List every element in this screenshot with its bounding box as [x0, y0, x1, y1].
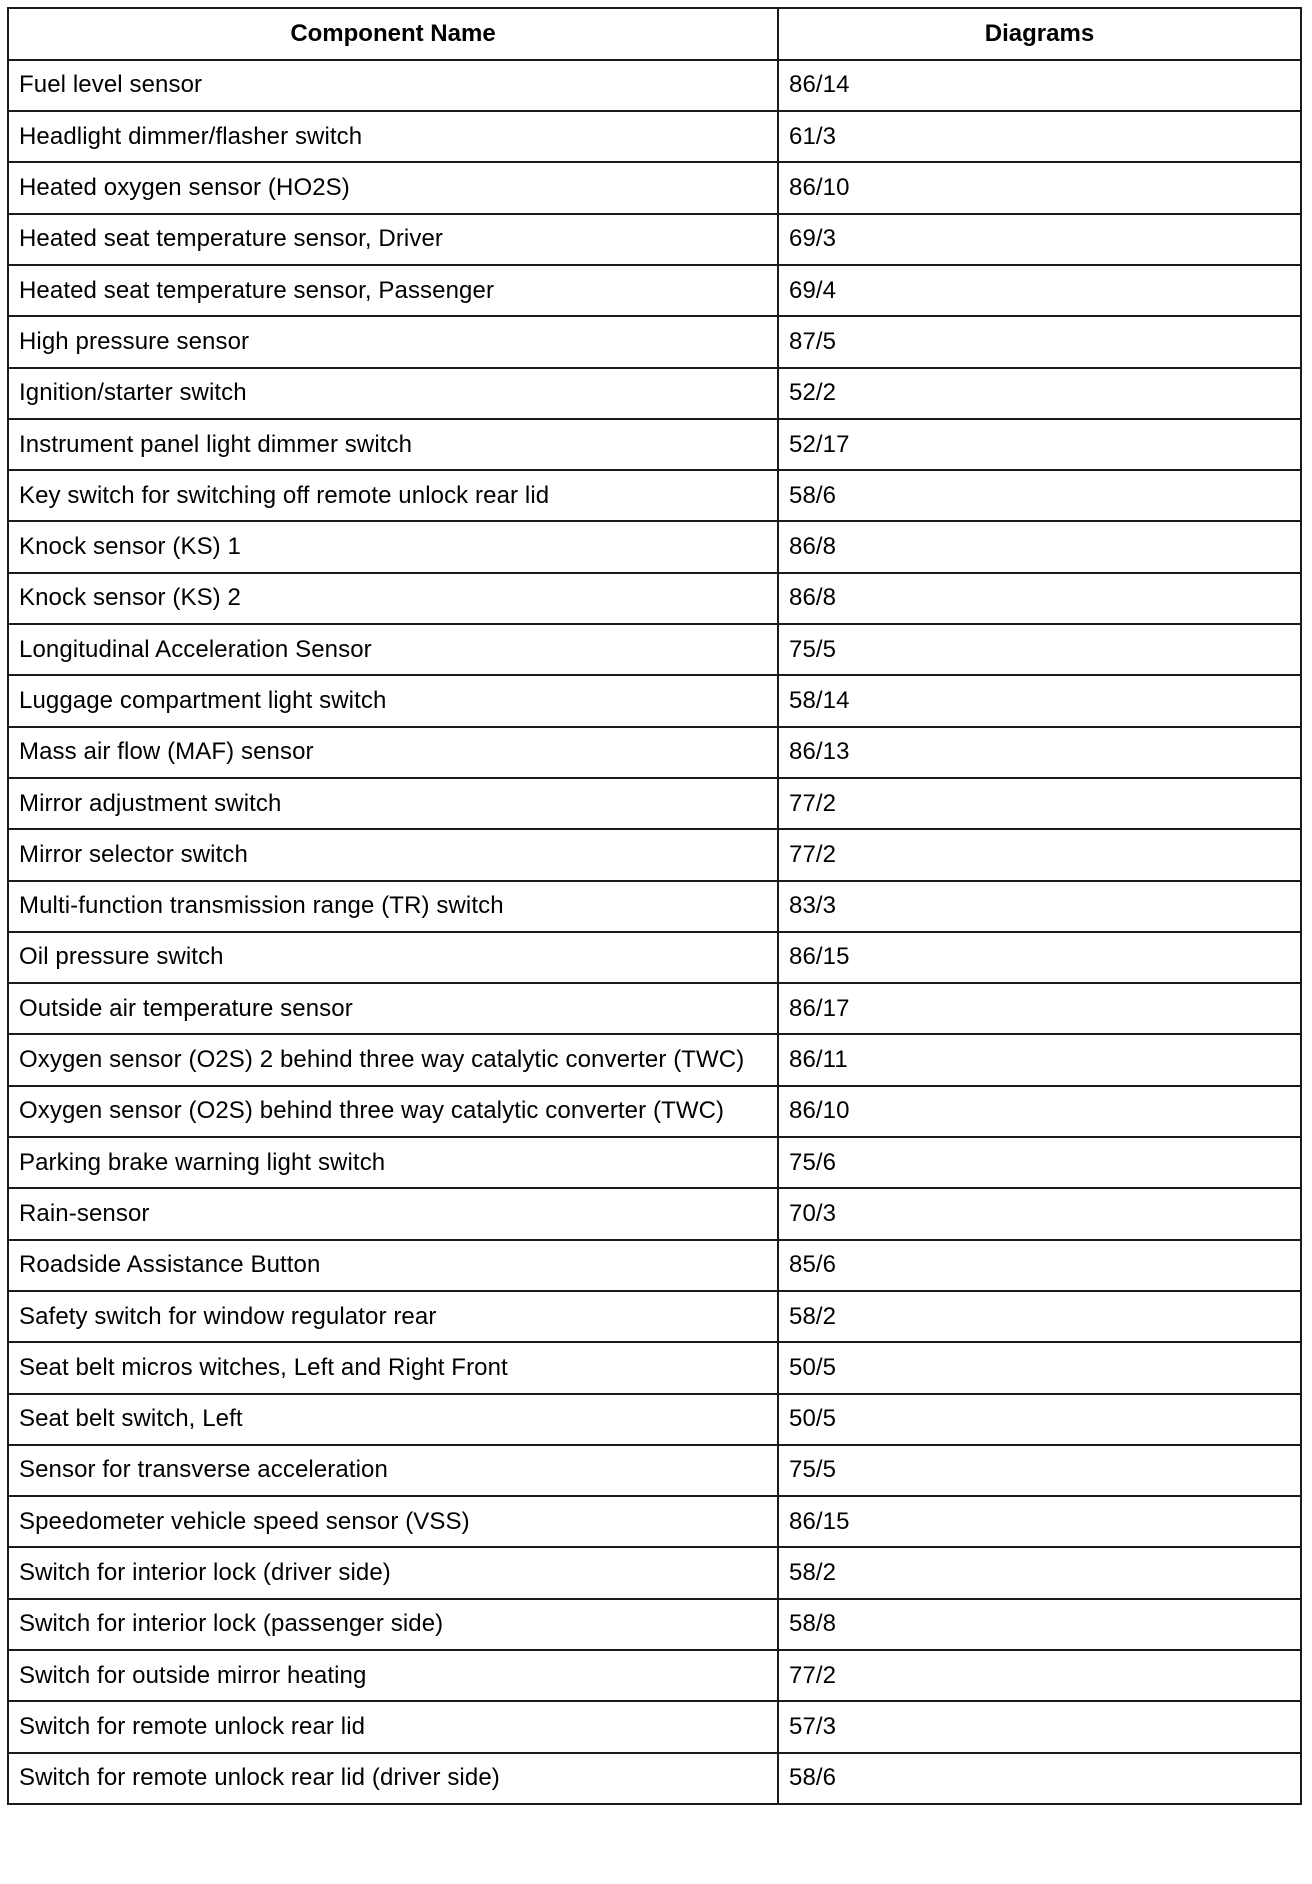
diagram-reference-cell: 86/8 — [778, 573, 1301, 624]
diagram-reference-cell: 70/3 — [778, 1188, 1301, 1239]
diagram-reference-cell: 58/6 — [778, 470, 1301, 521]
table-row — [8, 162, 1301, 213]
component-name-cell: Switch for remote unlock rear lid — [8, 1701, 778, 1752]
diagram-reference-cell: 86/10 — [778, 162, 1301, 213]
component-name-cell: Rain-sensor — [8, 1188, 778, 1239]
table-row — [8, 675, 1301, 726]
component-name-cell: Parking brake warning light switch — [8, 1137, 778, 1188]
component-name-cell: Switch for remote unlock rear lid (driver side) — [8, 1753, 778, 1804]
component-diagram-table — [7, 7, 1302, 1805]
component-name-cell: Instrument panel light dimmer switch — [8, 419, 778, 470]
component-name-cell: Heated seat temperature sensor, Passenger — [8, 265, 778, 316]
diagram-reference-cell: 86/15 — [778, 932, 1301, 983]
diagram-reference-cell: 57/3 — [778, 1701, 1301, 1752]
table-row — [8, 881, 1301, 932]
diagram-reference-cell: 86/13 — [778, 727, 1301, 778]
table-row — [8, 778, 1301, 829]
component-name-cell: Switch for interior lock (passenger side) — [8, 1599, 778, 1650]
component-name-cell: Knock sensor (KS) 2 — [8, 573, 778, 624]
component-name-cell: Switch for outside mirror heating — [8, 1650, 778, 1701]
component-name-cell: Multi-function transmission range (TR) switch — [8, 881, 778, 932]
component-name-cell: Roadside Assistance Button — [8, 1240, 778, 1291]
table-row — [8, 573, 1301, 624]
table-body — [8, 60, 1301, 1804]
component-name-cell: Speedometer vehicle speed sensor (VSS) — [8, 1496, 778, 1547]
table-row — [8, 1650, 1301, 1701]
table-row — [8, 316, 1301, 367]
diagram-reference-cell: 86/8 — [778, 521, 1301, 572]
table-row — [8, 1701, 1301, 1752]
component-name-cell: Key switch for switching off remote unlock rear lid — [8, 470, 778, 521]
table-row — [8, 829, 1301, 880]
component-name-cell: Longitudinal Acceleration Sensor — [8, 624, 778, 675]
document-page — [7, 7, 1300, 1805]
table-row — [8, 1445, 1301, 1496]
diagram-reference-cell: 77/2 — [778, 1650, 1301, 1701]
table-row — [8, 1034, 1301, 1085]
table-row — [8, 111, 1301, 162]
table-row — [8, 1291, 1301, 1342]
component-name-cell: Oxygen sensor (O2S) behind three way catalytic converter (TWC) — [8, 1086, 778, 1137]
diagram-reference-cell: 58/2 — [778, 1547, 1301, 1598]
diagram-reference-cell: 61/3 — [778, 111, 1301, 162]
table-row — [8, 1496, 1301, 1547]
column-header-diagrams: Diagrams — [778, 8, 1301, 60]
component-name-cell: Seat belt switch, Left — [8, 1394, 778, 1445]
diagram-reference-cell: 86/17 — [778, 983, 1301, 1034]
component-name-cell: Fuel level sensor — [8, 60, 778, 111]
component-name-cell: Oxygen sensor (O2S) 2 behind three way catalytic converter (TWC) — [8, 1034, 778, 1085]
diagram-reference-cell: 85/6 — [778, 1240, 1301, 1291]
component-name-cell: Safety switch for window regulator rear — [8, 1291, 778, 1342]
component-name-cell: Sensor for transverse acceleration — [8, 1445, 778, 1496]
component-name-cell: Oil pressure switch — [8, 932, 778, 983]
table-row — [8, 419, 1301, 470]
diagram-reference-cell: 86/14 — [778, 60, 1301, 111]
header-row — [8, 8, 1301, 60]
table-row — [8, 1086, 1301, 1137]
diagram-reference-cell: 75/6 — [778, 1137, 1301, 1188]
diagram-reference-cell: 69/3 — [778, 214, 1301, 265]
table-row — [8, 1394, 1301, 1445]
component-name-cell: Seat belt micros witches, Left and Right Front — [8, 1342, 778, 1393]
component-name-cell: Outside air temperature sensor — [8, 983, 778, 1034]
table-row — [8, 1599, 1301, 1650]
component-name-cell: Mass air flow (MAF) sensor — [8, 727, 778, 778]
diagram-reference-cell: 52/17 — [778, 419, 1301, 470]
table-row — [8, 932, 1301, 983]
diagram-reference-cell: 86/11 — [778, 1034, 1301, 1085]
diagram-reference-cell: 58/6 — [778, 1753, 1301, 1804]
diagram-reference-cell: 77/2 — [778, 778, 1301, 829]
table-row — [8, 727, 1301, 778]
table-row — [8, 1342, 1301, 1393]
diagram-reference-cell: 86/15 — [778, 1496, 1301, 1547]
diagram-reference-cell: 69/4 — [778, 265, 1301, 316]
diagram-reference-cell: 50/5 — [778, 1342, 1301, 1393]
component-name-cell: Headlight dimmer/flasher switch — [8, 111, 778, 162]
table-row — [8, 214, 1301, 265]
table-row — [8, 1240, 1301, 1291]
diagram-reference-cell: 58/8 — [778, 1599, 1301, 1650]
table-row — [8, 1753, 1301, 1804]
component-name-cell: Switch for interior lock (driver side) — [8, 1547, 778, 1598]
diagram-reference-cell: 75/5 — [778, 624, 1301, 675]
diagram-reference-cell: 52/2 — [778, 368, 1301, 419]
table-row — [8, 1188, 1301, 1239]
table-row — [8, 983, 1301, 1034]
table-row — [8, 624, 1301, 675]
diagram-reference-cell: 87/5 — [778, 316, 1301, 367]
diagram-reference-cell: 83/3 — [778, 881, 1301, 932]
component-name-cell: Heated seat temperature sensor, Driver — [8, 214, 778, 265]
component-name-cell: High pressure sensor — [8, 316, 778, 367]
table-row — [8, 1547, 1301, 1598]
component-name-cell: Mirror adjustment switch — [8, 778, 778, 829]
diagram-reference-cell: 75/5 — [778, 1445, 1301, 1496]
table-row — [8, 470, 1301, 521]
component-name-cell: Mirror selector switch — [8, 829, 778, 880]
table-header — [8, 8, 1301, 60]
diagram-reference-cell: 50/5 — [778, 1394, 1301, 1445]
component-name-cell: Ignition/starter switch — [8, 368, 778, 419]
table-row — [8, 1137, 1301, 1188]
component-name-cell: Heated oxygen sensor (HO2S) — [8, 162, 778, 213]
column-header-component-name: Component Name — [8, 8, 778, 60]
diagram-reference-cell: 77/2 — [778, 829, 1301, 880]
diagram-reference-cell: 58/14 — [778, 675, 1301, 726]
table-row — [8, 60, 1301, 111]
table-row — [8, 368, 1301, 419]
diagram-reference-cell: 86/10 — [778, 1086, 1301, 1137]
component-name-cell: Luggage compartment light switch — [8, 675, 778, 726]
diagram-reference-cell: 58/2 — [778, 1291, 1301, 1342]
table-row — [8, 521, 1301, 572]
table-row — [8, 265, 1301, 316]
component-name-cell: Knock sensor (KS) 1 — [8, 521, 778, 572]
